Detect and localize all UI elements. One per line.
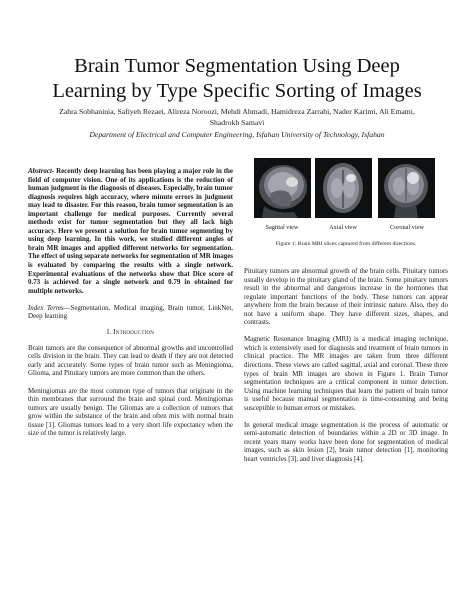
index-terms-text: —Segmentation, Medical imaging, Brain tumor, LinkNet, Deep learning bbox=[28, 303, 233, 321]
section-numeral: I. bbox=[106, 329, 112, 337]
authors-line-2: Shadrokh Samavi bbox=[209, 118, 265, 127]
authors-line-1: Zahra Sobhaninia, Safiyeh Rezaei, Alireza Noroozi, Mehdi Ahmadi, Hamidreza Zarrabi, Nader Karimi, Ali Emami, bbox=[59, 107, 415, 116]
left-column bbox=[28, 167, 233, 446]
affiliation: Department of Electrical and Computer Engineering, Isfahan University of Technology, Isfahan bbox=[89, 130, 385, 139]
axial-mri-image bbox=[315, 158, 372, 218]
caption-sagittal: Sagittal view bbox=[265, 224, 299, 231]
sagittal-mri-image bbox=[254, 158, 311, 218]
abstract bbox=[28, 167, 233, 295]
figure-caption: Figure 1: Brain MRI slices captured from different directions. bbox=[275, 241, 417, 247]
title-line-1: Brain Tumor Segmentation Using Deep bbox=[74, 55, 400, 77]
index-terms-lead: Index Terms bbox=[28, 303, 64, 312]
paper-title bbox=[40, 54, 434, 104]
section-heading-introduction bbox=[28, 329, 233, 338]
coronal-mri-image bbox=[378, 158, 435, 218]
right-column bbox=[244, 267, 448, 472]
caption-axial: Axial view bbox=[329, 224, 357, 231]
right-paragraph-2: Magnetic Resonance Imaging (MRI) is a medical imaging technique, which is extensively used for diagnosis and treatment of brain tumors in clinical practice. The MR images are taken from three different directions. These views are called sagittal, axial and coronal. These three types of brain MR images are shown in Figure 1. Brain Tumor segmentation techniques are a critical component in tumor detection. Using machine learning techniques that learn the pattern of brain tumor is useful because manual segmentation is time-consuming and being susceptible to human errors or mistakes. bbox=[244, 335, 448, 412]
left-paragraph-1: Brain tumors are the consequence of abnormal growths and uncontrolled cells division in the brain. They can lead to death if they are not detected early and accurately. Some types of brain tumor such as Meningioma, Glioma, and Pituitary tumors are more common than the others. bbox=[28, 343, 233, 378]
title-line-2: Learning by Type Specific Sorting of Images bbox=[52, 80, 422, 102]
section-title: Introduction bbox=[113, 329, 155, 337]
right-paragraph-3: In general medical image segmentation is the process of automatic or semi-automatic detection of boundaries within a 2D or 3D image. In recent years many works have been done for segmentation of medical images, such as skin lesion [2], brain tumor detection [1], monitoring heart ventricles [3], and liver diagnosis [4]. bbox=[244, 420, 448, 463]
index-terms bbox=[28, 304, 233, 321]
abstract-lead: Abstract- bbox=[28, 167, 55, 175]
left-paragraph-2: Meningiomas are the most common type of tumors that originate in the thin membranes that surround the brain and spinal cord. Meningiomas tumors are usually benign. The Gliomas are a collection of tumors that grow within the substance of the brain and often mix with normal brain tissue [1]. Gliomas tumors lead to a very short life expectancy when the size of the tumor is relatively large. bbox=[28, 386, 233, 438]
right-paragraph-1: Pituitary tumors are abnormal growth of the brain cells. Pituitary tumors usually develop in the pituitary gland of the brain. Some pituitary tumors result in the abnormal and dangerous increase in the hormones that regulate important functions of the body. These tumors can appear anywhere from the brain because of their intrinsic nature. Also, they do not have a uniform shape. They have different sizes, shapes, and contrasts. bbox=[244, 267, 448, 327]
caption-coronal: Coronal view bbox=[389, 224, 425, 231]
abstract-text: Recently deep learning has been playing a major role in the field of computer vision. One of its applications is the reduction of human judgment in the diagnosis of diseases. Especially, brain tumor diagnosis requires high accuracy, where minute errors in judgment may lead to disaster. For this reason, brain tumor segmentation is an important challenge for medical purposes. Currently several methods exist for tumor segmentation but they all lack high accuracy. Here we present a solution for brain tumor segmenting by using deep learning. In this work, we studied different angles of brain MR images and applied different networks for segmentation. The effect of using separate networks for segmentation of MR images is evaluated by comparing the results with a single network. Experimental evaluations of the networks show that Dice score of 0.73 is achieved for a single network and 0.79 in obtained for multiple networks. bbox=[28, 167, 233, 295]
author-list bbox=[28, 106, 446, 128]
